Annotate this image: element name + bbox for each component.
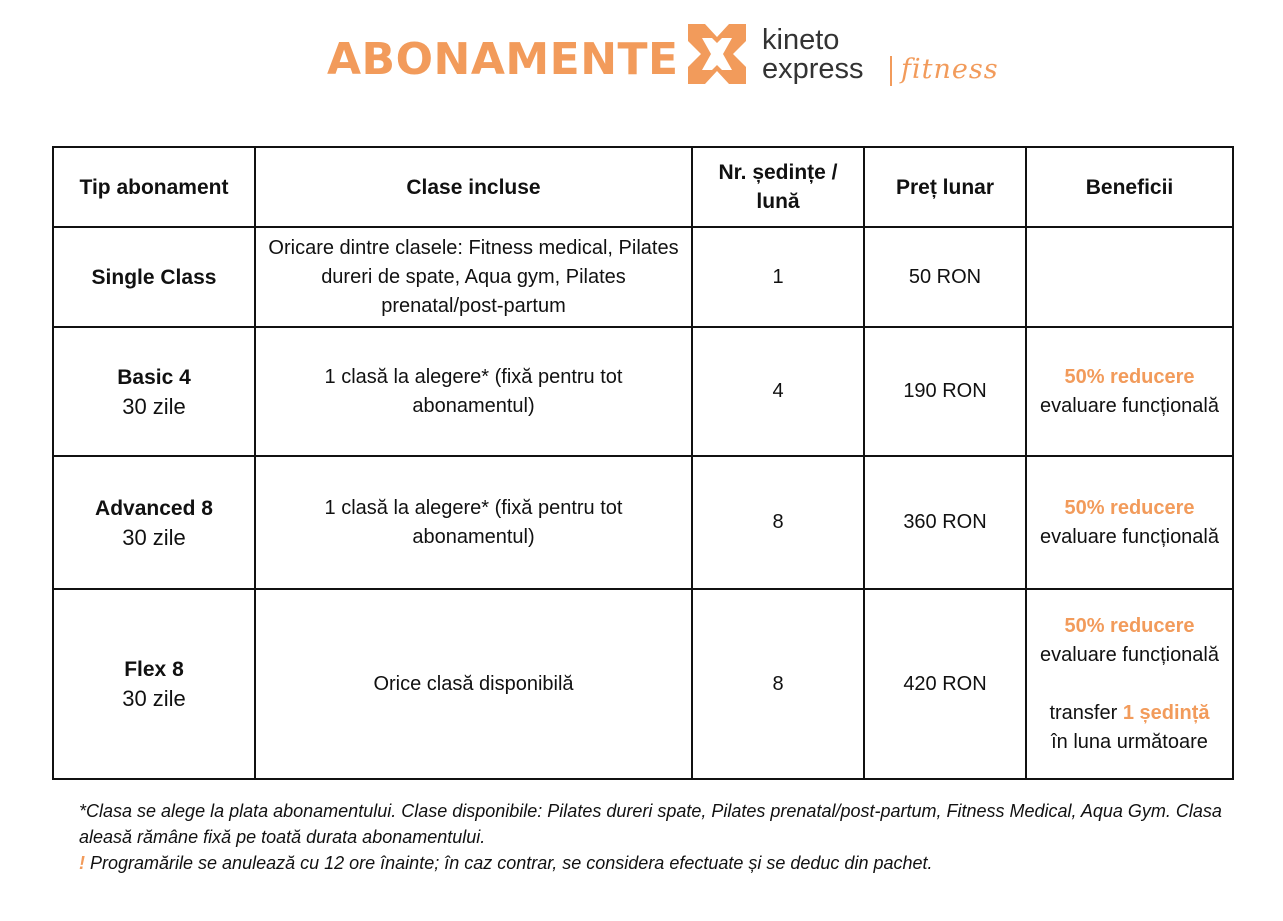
plan-classes: Orice clasă disponibilă (255, 589, 692, 779)
header-beneficii: Beneficii (1026, 147, 1233, 227)
logo-line-express: express (762, 53, 864, 85)
plan-duration: 30 zile (122, 524, 186, 550)
plan-classes: 1 clasă la alegere* (fixă pentru tot abonamentul) (255, 327, 692, 456)
plan-benefits (1026, 227, 1233, 327)
benefit-discount: 50% reducere (1064, 614, 1195, 637)
plan-name: Basic 4 (117, 365, 191, 389)
plan-benefits (1026, 589, 1233, 779)
page-title: ABONAMENTE (327, 34, 679, 85)
plan-type-cell (53, 456, 255, 589)
table-row (53, 456, 1233, 589)
benefit-discount: 50% reducere (1064, 496, 1195, 519)
plan-price: 50 RON (864, 227, 1026, 327)
header-nr-sedinte: Nr. ședințe / lună (692, 147, 864, 227)
logo-wordmark (762, 26, 864, 84)
plan-type-cell (53, 589, 255, 779)
kineto-logo-icon (688, 24, 746, 84)
header-clase-incluse: Clase incluse (255, 147, 692, 227)
logo-line-kineto: kineto (762, 24, 840, 56)
logo-tagline: fitness (901, 54, 999, 85)
footnote-cancellation-text: Programările se anulează cu 12 ore înainte; în caz contrar, se considera efectuate și se deduc din pachet. (85, 853, 933, 873)
plan-type-cell (53, 327, 255, 456)
plan-name: Advanced 8 (95, 496, 213, 520)
warning-exclamation: ! (79, 853, 85, 873)
plan-sessions: 1 (692, 227, 864, 327)
plan-classes: 1 clasă la alegere* (fixă pentru tot abonamentul) (255, 456, 692, 589)
subscription-table (52, 146, 1234, 780)
plan-duration: 30 zile (122, 393, 186, 419)
plan-type-cell (53, 227, 255, 327)
table-row (53, 589, 1233, 779)
benefit-transfer-highlight: 1 ședință (1122, 701, 1210, 724)
footnote (79, 798, 1229, 876)
benefit-spacer (1037, 670, 1222, 699)
plan-name: Single Class (91, 265, 217, 289)
benefit-description: evaluare funcțională (1039, 394, 1219, 417)
benefit-description: evaluare funcțională (1039, 525, 1219, 548)
table-header-row (53, 147, 1233, 227)
plan-benefits (1026, 456, 1233, 589)
benefit-transfer-suffix: în luna următoare (1051, 730, 1208, 753)
footnote-cancellation (79, 850, 1229, 876)
header-pret-lunar: Preț lunar (864, 147, 1026, 227)
plan-sessions: 8 (692, 589, 864, 779)
table-row (53, 227, 1233, 327)
plan-name: Flex 8 (124, 658, 184, 681)
footnote-class-note: *Clasa se alege la plata abonamentului. Clase disponibile: Pilates dureri spate, Pilates prenatal/post-partum, Fitness Medical, Aqua Gym. Clasa aleasă rămâne fixă pe toată durata abonamentului. (79, 801, 1222, 847)
benefit-discount: 50% reducere (1064, 365, 1195, 388)
plan-classes: Oricare dintre clasele: Fitness medical, Pilates dureri de spate, Aqua gym, Pilates prenatal/post-partum (255, 227, 692, 327)
page-header (0, 18, 1283, 98)
plan-duration: 30 zile (122, 686, 186, 711)
plan-sessions: 8 (692, 456, 864, 589)
logo-divider (890, 56, 892, 86)
plan-price: 360 RON (864, 456, 1026, 589)
benefit-transfer-prefix: transfer (1049, 701, 1123, 724)
table-row (53, 327, 1233, 456)
plan-sessions: 4 (692, 327, 864, 456)
plan-price: 190 RON (864, 327, 1026, 456)
plan-benefits (1026, 327, 1233, 456)
header-tip-abonament: Tip abonament (53, 147, 255, 227)
benefit-description: evaluare funcțională (1039, 643, 1219, 666)
plan-price: 420 RON (864, 589, 1026, 779)
